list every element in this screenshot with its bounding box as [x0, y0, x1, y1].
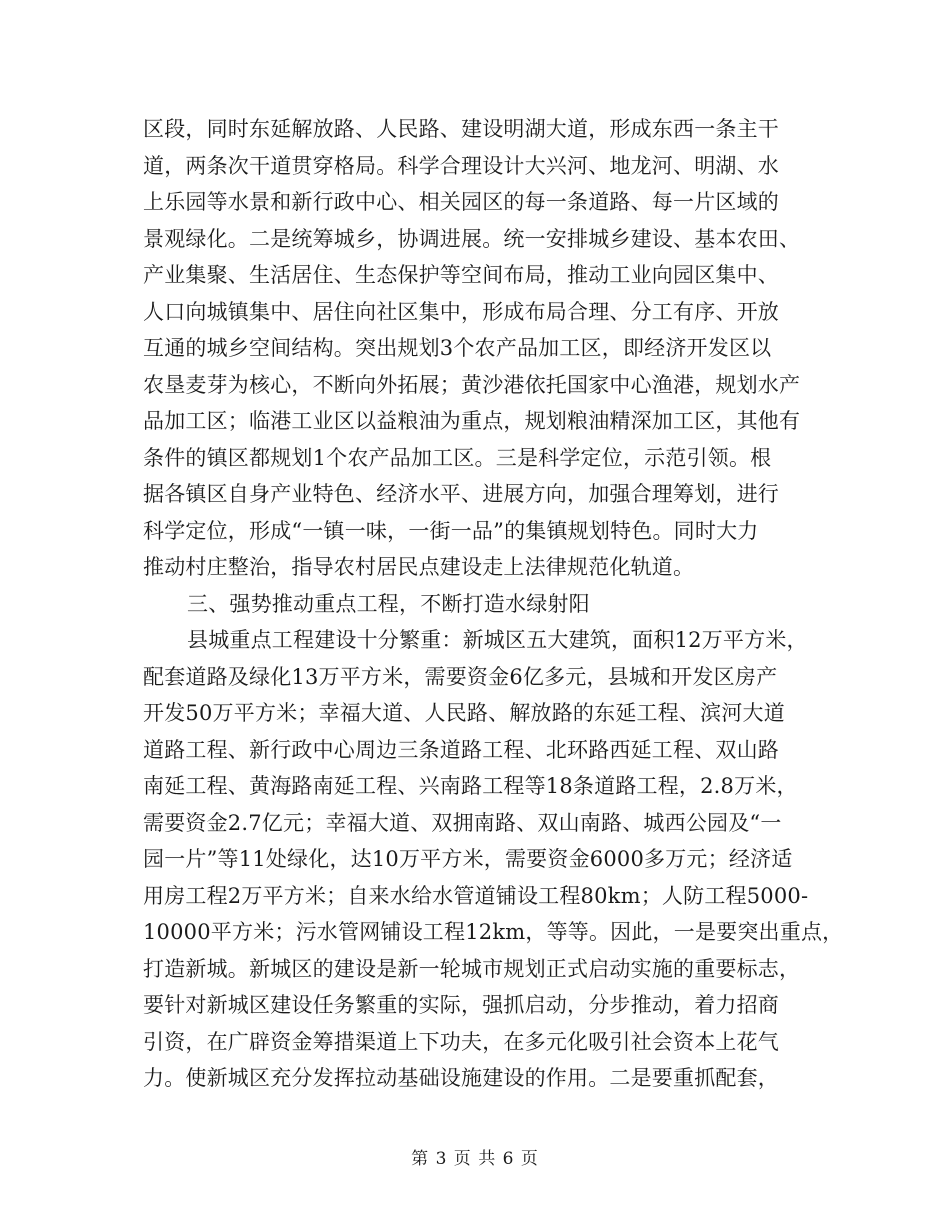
- text-line: 园一片”等11处绿化，达10万平方米，需要资金6000多万元；经济适: [143, 847, 793, 871]
- text-line: 引资，在广辟资金筹措渠道上下功夫，在多元化吸引社会资本上花气: [143, 1030, 779, 1054]
- text-line: 用房工程2万平方米；自来水给水管道铺设工程80km；人防工程5000-: [143, 884, 809, 908]
- section-heading: 三、强势推动重点工程，不断打造水绿射阳: [187, 592, 590, 616]
- text-line: 道，两条次干道贯穿格局。科学合理设计大兴河、地龙河、明湖、水: [143, 154, 779, 178]
- text-line: 10000平方米；污水管网铺设工程12km，等等。因此，一是要突出重点，: [143, 920, 844, 944]
- text-line: 要针对新城区建设任务繁重的实际，强抓启动，分步推动，着力招商: [143, 993, 779, 1017]
- text-line: 科学定位，形成“一镇一味，一街一品”的集镇规划特色。同时大力: [143, 519, 759, 543]
- text-line: 开发50万平方米；幸福大道、人民路、解放路的东延工程、滨河大道: [143, 701, 785, 725]
- text-line: 品加工区；临港工业区以益粮油为重点，规划粮油精深加工区，其他有: [143, 409, 801, 433]
- text-line: 据各镇区自身产业特色、经济水平、进展方向，加强合理筹划，进行: [143, 482, 779, 506]
- text-line: 推动村庄整治，指导农村居民点建设走上法律规范化轨道。: [143, 555, 695, 579]
- page-footer: 第 3 页 共 6 页: [411, 1149, 539, 1169]
- text-line: 区段，同时东延解放路、人民路、建设明湖大道，形成东西一条主干: [143, 117, 779, 141]
- text-line: 需要资金2.7亿元；幸福大道、双拥南路、双山南路、城西公园及“一: [143, 811, 782, 835]
- text-line: 上乐园等水景和新行政中心、相关园区的每一条道路、每一片区域的: [143, 190, 779, 214]
- text-line: 人口向城镇集中、居住向社区集中，形成布局合理、分工有序、开放: [143, 300, 779, 324]
- text-line: 南延工程、黄海路南延工程、兴南路工程等18条道路工程，2.8万米，: [143, 774, 798, 798]
- text-line: 农垦麦芽为核心，不断向外拓展；黄沙港依托国家中心渔港，规划水产: [143, 373, 801, 397]
- text-line: 产业集聚、生活居住、生态保护等空间布局，推动工业向园区集中、: [143, 263, 779, 287]
- text-line: 县城重点工程建设十分繁重：新城区五大建筑，面积12万平方米，: [187, 628, 808, 652]
- text-line: 景观绿化。二是统筹城乡，协调进展。统一安排城乡建设、基本农田、: [143, 227, 801, 251]
- text-line: 配套道路及绿化13万平方米，需要资金6亿多元，县城和开发区房产: [143, 665, 778, 689]
- text-line: 互通的城乡空间结构。突出规划3个农产品加工区，即经济开发区以: [143, 336, 772, 360]
- text-line: 力。使新城区充分发挥拉动基础设施建设的作用。二是要重抓配套，: [143, 1066, 779, 1090]
- text-line: 道路工程、新行政中心周边三条道路工程、北环路西延工程、双山路: [143, 738, 779, 762]
- text-line: 条件的镇区都规划1个农产品加工区。三是科学定位，示范引领。根: [143, 446, 772, 470]
- text-line: 打造新城。新城区的建设是新一轮城市规划正式启动实施的重要标志，: [143, 957, 801, 981]
